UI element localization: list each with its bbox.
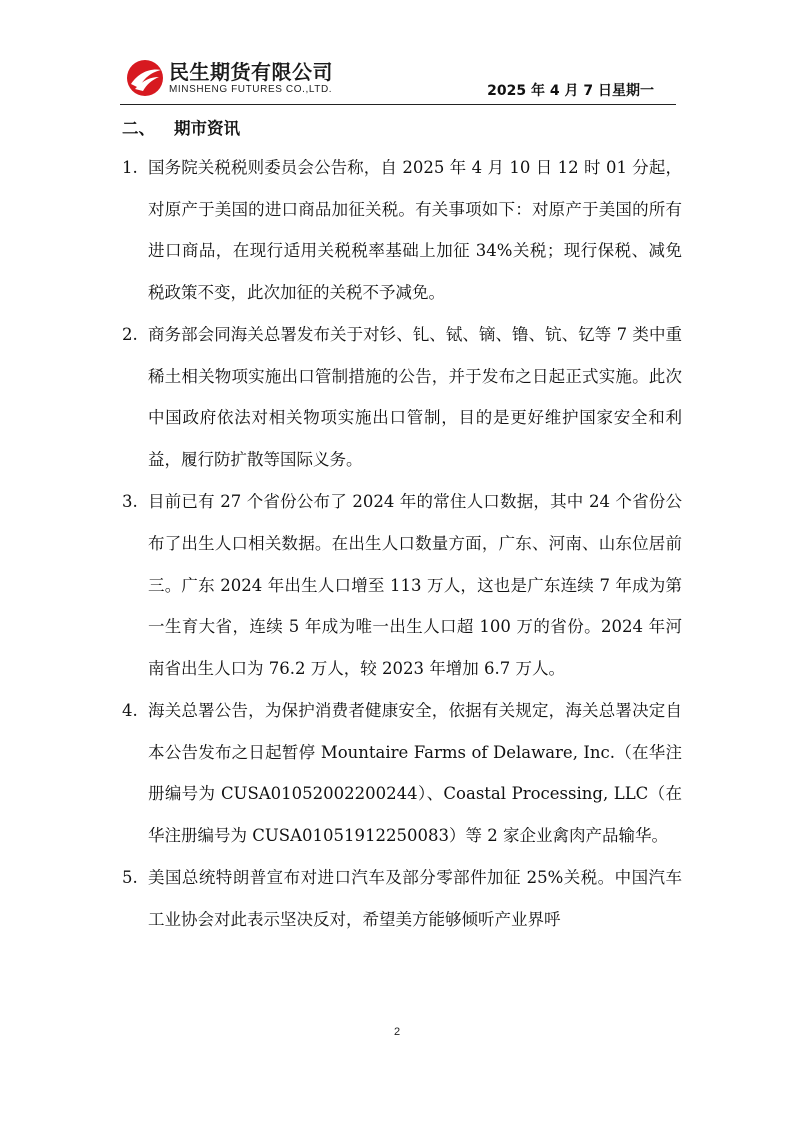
report-date: 2025 年 4 月 7 日星期一 [487, 83, 654, 99]
section-title: 期市资讯 [174, 119, 240, 138]
news-item-number: 4. [122, 701, 138, 721]
news-item-number: 5. [122, 868, 138, 888]
news-item [122, 314, 682, 480]
page-header [120, 52, 676, 105]
news-item-text: 目前已有 27 个省份公布了 2024 年的常住人口数据，其中 24 个省份公布了出生人口相关数据。在出生人口数量方面，广东、河南、山东位居前三。广东 2024 年出生人口增至 113 万人，这也是广东连续 7 年成为第一生育大省，连续 5 年成为唯一出生人口超 100 万的省份。2024 年河南省出生人口为 76.2 万人，较 2023 年增加 6.7 万人。 [148, 492, 682, 678]
company-name-cn: 民生期货有限公司 [169, 60, 333, 84]
news-item-text: 美国总统特朗普宣布对进口汽车及部分零部件加征 25%关税。中国汽车工业协会对此表示坚决反对，希望美方能够倾听产业界呼 [148, 868, 682, 929]
news-item-number: 3. [122, 492, 138, 512]
news-item-number: 2. [122, 325, 138, 345]
company-logo [125, 56, 365, 100]
news-item [122, 857, 682, 940]
section-number: 二、 [122, 119, 155, 138]
news-item [122, 690, 682, 856]
news-item-text: 商务部会同海关总署发布关于对钐、钆、铽、镝、镥、钪、钇等 7 类中重稀土相关物项实施出口管制措施的公告，并于发布之日起正式实施。此次中国政府依法对相关物项实施出口管制，目的是更好维护国家安全和利益，履行防扩散等国际义务。 [148, 325, 682, 469]
news-item-number: 1. [122, 158, 138, 177]
section-heading [122, 115, 240, 139]
news-item-text: 国务院关税税则委员会公告称，自 2025 年 4 月 10 日 12 时 01 分起，对原产于美国的进口商品加征关税。有关事项如下：对原产于美国的所有进口商品，在现行适用关税税率基础上加征 34%关税；现行保税、减免税政策不变，此次加征的关税不予减免。 [148, 158, 682, 302]
page-number: 2 [393, 1026, 401, 1038]
news-item [122, 481, 682, 689]
news-item [122, 147, 682, 313]
minsheng-logo-icon [125, 58, 165, 98]
news-item-text: 海关总署公告，为保护消费者健康安全，依据有关规定，海关总署决定自本公告发布之日起暂停 Mountaire Farms of Delaware, Inc.（在华注册编号为 CUSA01052002200244）、Coastal Processing, LLC（在华注册编号为 CUSA01051912250083）等 2 家企业禽肉产品输华。 [148, 701, 682, 845]
company-name-en: MINSHENG FUTURES CO.,LTD. [169, 84, 333, 95]
news-list [122, 147, 682, 941]
